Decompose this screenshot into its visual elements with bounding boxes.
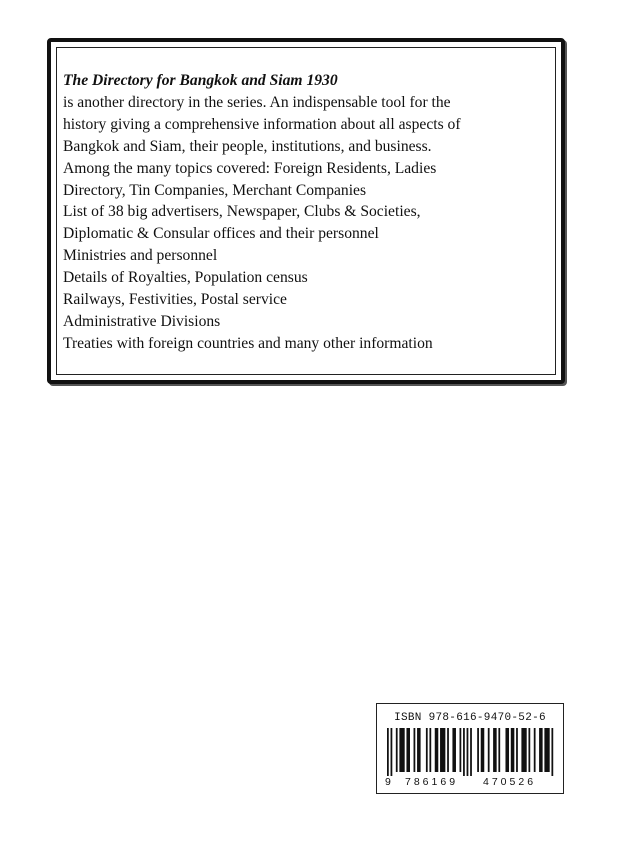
- description-line: Details of Royalties, Population census: [63, 269, 308, 287]
- description-line: is another directory in the series. An indispensable tool for the: [63, 93, 451, 111]
- barcode-bar: [440, 728, 445, 772]
- book-title: The Directory for Bangkok and Siam 1930: [63, 72, 338, 89]
- barcode-bar: [551, 728, 553, 776]
- barcode-bar: [447, 728, 449, 772]
- barcode-bar: [493, 728, 497, 772]
- barcode-bar: [463, 728, 465, 776]
- barcode-bar: [539, 728, 543, 772]
- barcode-bar: [505, 728, 509, 772]
- barcode-bar: [528, 728, 530, 772]
- description-line: Railways, Festivities, Postal service: [63, 291, 287, 309]
- barcode-bar: [467, 728, 469, 776]
- barcode-first-digit: 9: [385, 776, 391, 788]
- description-frame: [47, 38, 565, 384]
- barcode-bar: [521, 728, 526, 772]
- barcode-bar: [452, 728, 456, 772]
- barcode-bar: [488, 728, 490, 772]
- description-line: Treaties with foreign countries and many other information: [63, 334, 433, 352]
- isbn-label: ISBN 978-616-9470-52-6: [394, 712, 546, 724]
- barcode-bar: [477, 728, 479, 772]
- barcode-bar: [534, 728, 536, 772]
- description-line: Ministries and personnel: [63, 247, 218, 265]
- barcode-bar: [435, 728, 439, 772]
- barcode-right-digits: 470526: [483, 776, 537, 788]
- barcode-bar: [406, 728, 410, 772]
- description-text: [63, 70, 543, 355]
- description-line: Directory, Tin Companies, Merchant Companies: [63, 181, 367, 199]
- barcode-bar: [511, 728, 515, 772]
- barcode-bar: [481, 728, 485, 772]
- barcode-left-digits: 786169: [405, 776, 459, 788]
- description-line: Administrative Divisions: [63, 312, 221, 330]
- description-line: List of 38 big advertisers, Newspaper, Clubs & Societies,: [63, 203, 421, 221]
- barcode-bar: [387, 728, 389, 776]
- description-line: Diplomatic & Consular offices and their personnel: [63, 225, 379, 243]
- barcode-bar: [414, 728, 416, 772]
- barcode-bar: [429, 728, 431, 772]
- description-line: history giving a comprehensive information about all aspects of: [63, 115, 461, 133]
- description-line: Among the many topics covered: Foreign Residents, Ladies: [63, 159, 437, 177]
- barcode-bar: [426, 728, 428, 772]
- barcode-bar: [516, 728, 518, 772]
- barcode-bar: [399, 728, 404, 772]
- barcode-bar: [391, 728, 393, 776]
- barcode-bar: [498, 728, 500, 772]
- barcode-bar: [460, 728, 462, 772]
- barcode-bar: [544, 728, 549, 772]
- isbn-barcode: [376, 703, 564, 794]
- barcode-bar: [470, 728, 472, 776]
- barcode-bar: [417, 728, 421, 772]
- description-line: Bangkok and Siam, their people, institutions, and business.: [63, 137, 432, 155]
- barcode-bar: [396, 728, 398, 772]
- barcode-bars: [387, 728, 555, 776]
